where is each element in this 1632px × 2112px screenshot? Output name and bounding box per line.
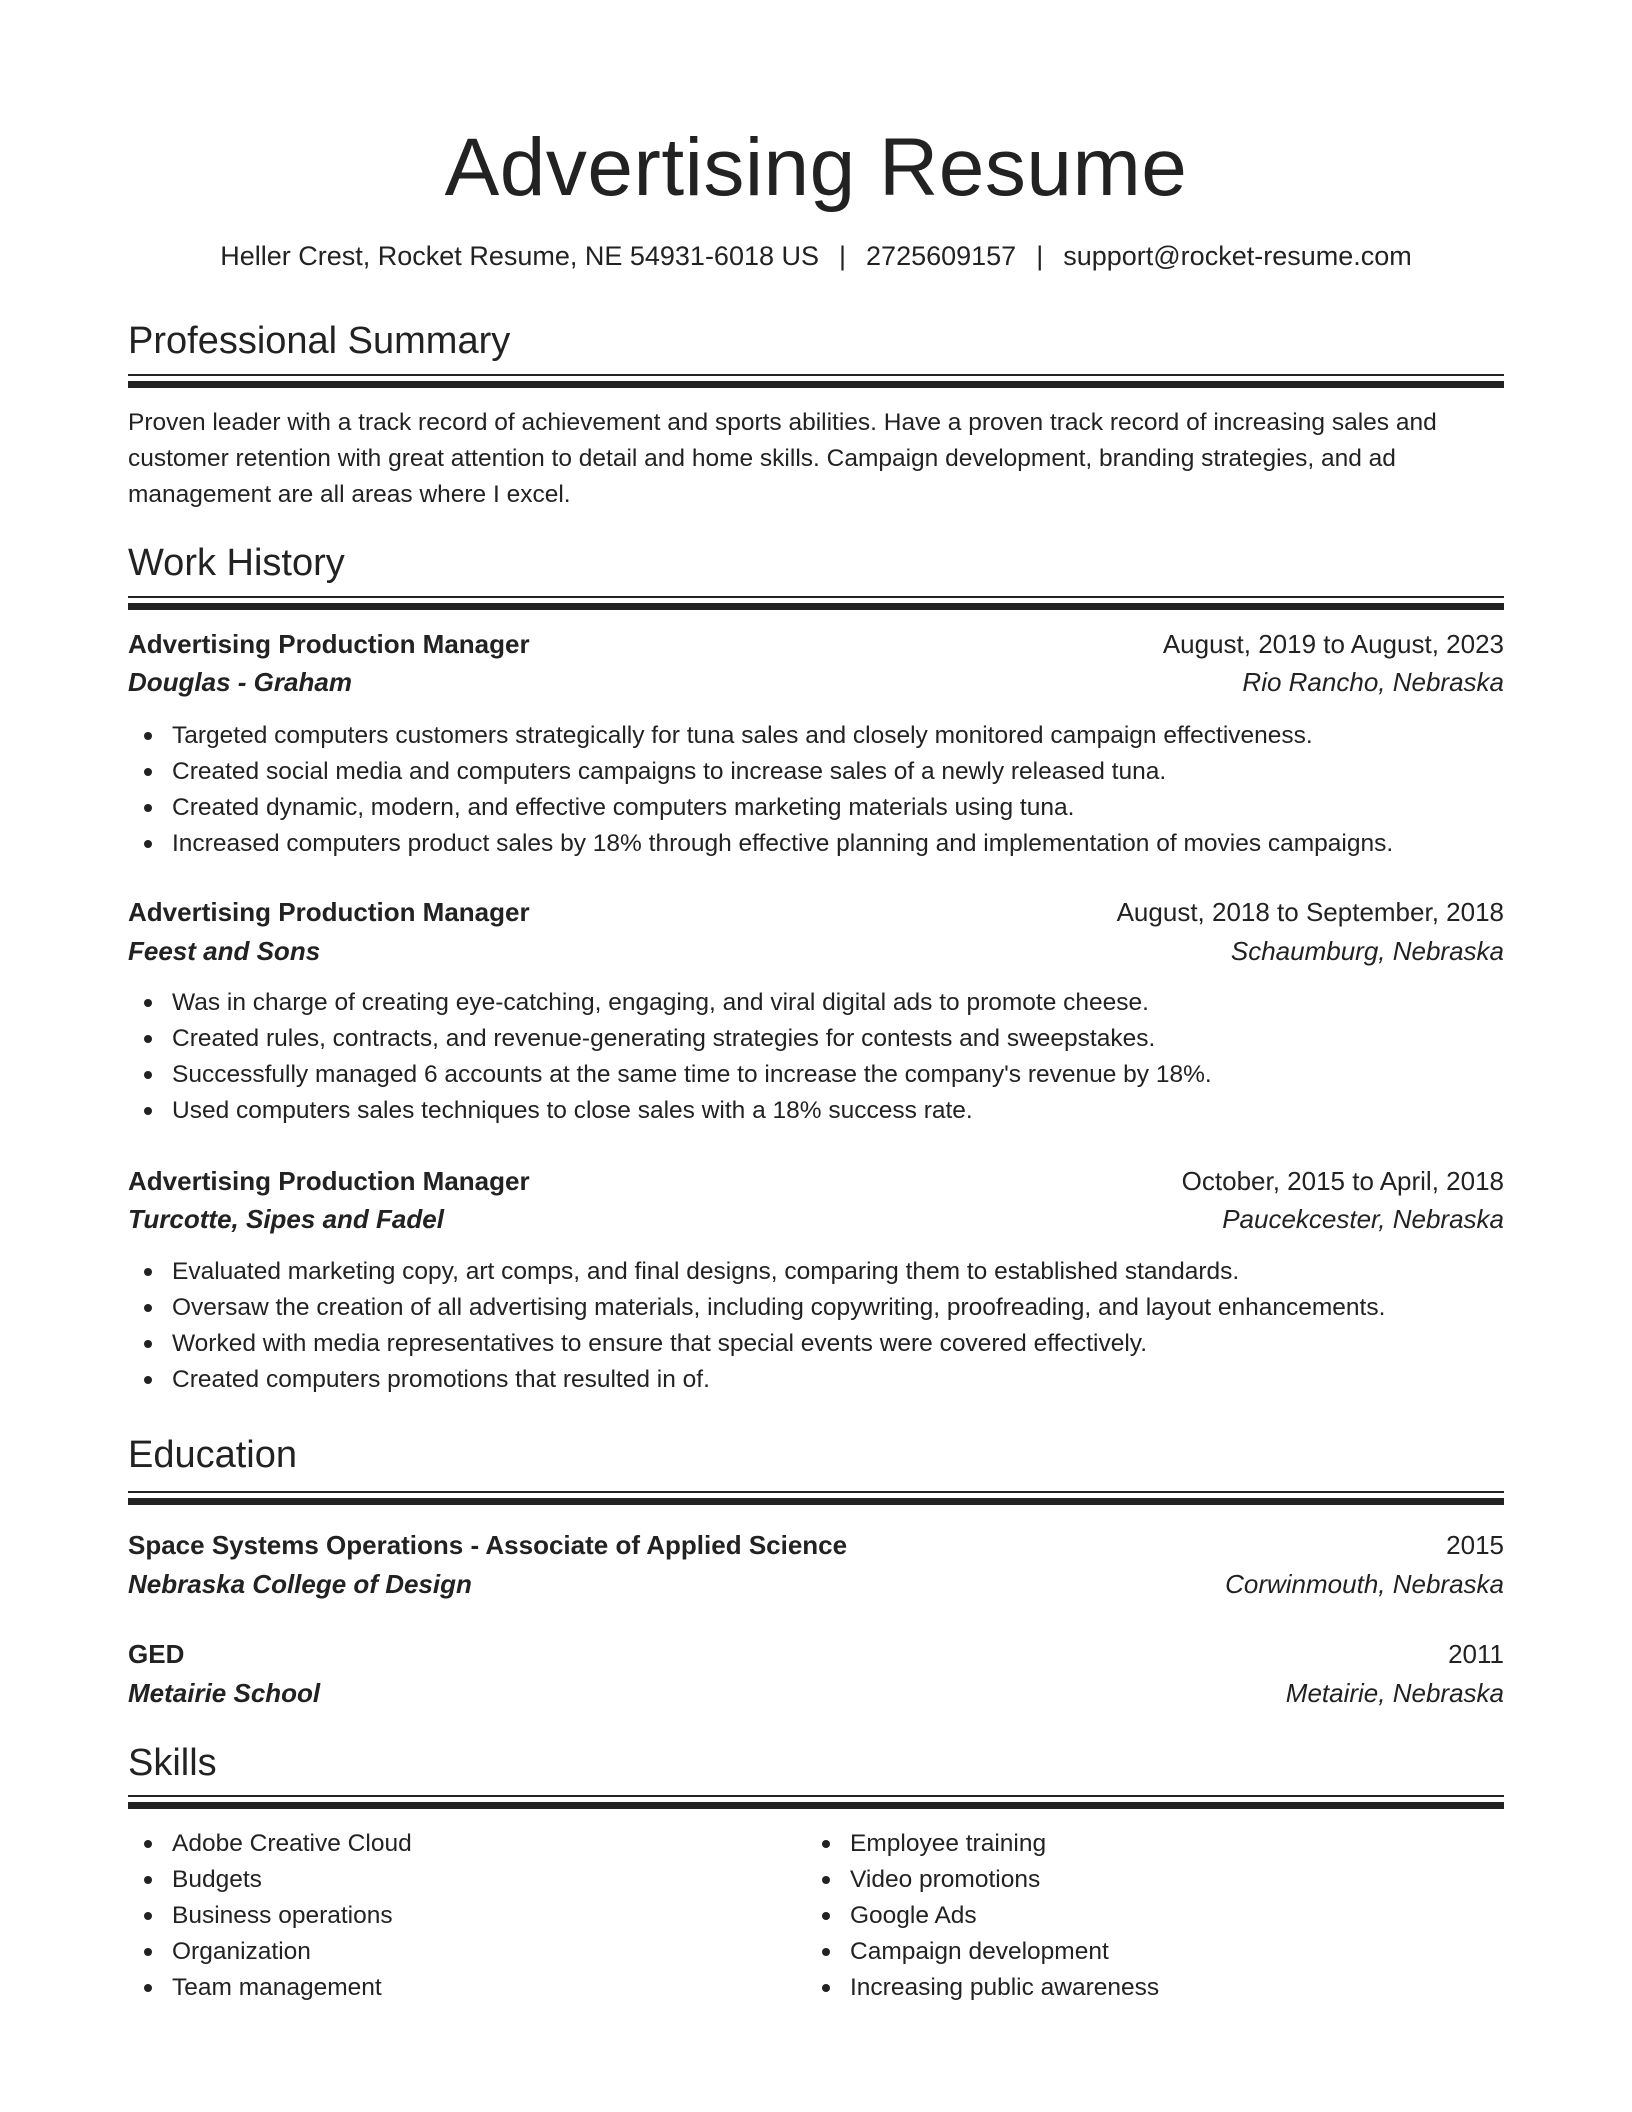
skill-item: Budgets [172,1862,1502,1898]
list-item: Created rules, contracts, and revenue-generating strategies for contests and sweepstakes. [172,1021,1502,1057]
list-item: Worked with media representatives to ensure that special events were covered effectively. [172,1326,1502,1362]
job-location: Schaumburg, Nebraska [1230,936,1504,966]
list-item: Targeted computers customers strategically for tuna sales and closely monitored campaign effectiveness. [172,718,1502,754]
education-location: Corwinmouth, Nebraska [1225,1569,1504,1599]
section-title-work-history: Work History [128,542,345,584]
education-subheader [128,1565,1504,1603]
skills-list-right [806,1826,1632,2006]
job-dates: October, 2015 to April, 2018 [1181,1166,1504,1196]
job-subheader [128,932,1504,970]
job-bullets [128,985,1502,1129]
education-year: 2011 [1448,1639,1504,1669]
skill-item: Adobe Creative Cloud [172,1826,1502,1862]
skill-item: Employee training [850,1826,1632,1862]
job-company: Douglas - Graham [128,667,352,697]
education-location: Metairie, Nebraska [1285,1678,1504,1708]
list-item: Was in charge of creating eye-catching, engaging, and viral digital ads to promote cheese. [172,985,1502,1021]
section-divider [128,374,1504,389]
skill-item: Increasing public awareness [850,1970,1632,2006]
job-header [128,893,1504,931]
job-bullets [128,718,1502,862]
job-location: Rio Rancho, Nebraska [1242,667,1504,697]
skill-item: Business operations [172,1898,1502,1934]
skill-item: Campaign development [850,1934,1632,1970]
job-header [128,1162,1504,1200]
job-title: Advertising Production Manager [128,897,530,927]
education-school: Metairie School [128,1678,321,1708]
education-year: 2015 [1446,1530,1504,1560]
section-title-summary: Professional Summary [128,320,511,362]
section-divider [128,596,1504,611]
contact-separator: | [1036,241,1044,271]
list-item: Oversaw the creation of all advertising materials, including copywriting, proofreading, and layout enhancements. [172,1290,1502,1326]
job-company: Turcotte, Sipes and Fadel [128,1204,444,1234]
job-location: Paucekcester, Nebraska [1222,1204,1504,1234]
phone: 2725609157 [866,241,1017,271]
skill-item: Organization [172,1934,1502,1970]
education-header [128,1635,1504,1673]
education-header [128,1526,1504,1564]
job-title: Advertising Production Manager [128,1166,530,1196]
skill-item: Video promotions [850,1862,1632,1898]
job-subheader [128,1200,1504,1238]
list-item: Used computers sales techniques to close sales with a 18% success rate. [172,1093,1502,1129]
education-school: Nebraska College of Design [128,1569,472,1599]
education-degree: Space Systems Operations - Associate of Applied Science [128,1530,848,1560]
job-bullets [128,1254,1502,1398]
job-dates: August, 2019 to August, 2023 [1162,629,1504,659]
skill-item: Google Ads [850,1898,1632,1934]
list-item: Successfully managed 6 accounts at the same time to increase the company's revenue by 18%. [172,1057,1502,1093]
list-item: Created dynamic, modern, and effective computers marketing materials using tuna. [172,790,1502,826]
address: Heller Crest, Rocket Resume, NE 54931-6018 US [220,241,820,271]
job-subheader [128,663,1504,701]
job-dates: August, 2018 to September, 2018 [1116,897,1504,927]
list-item: Increased computers product sales by 18% through effective planning and implementation of movies campaigns. [172,826,1502,862]
job-title: Advertising Production Manager [128,629,530,659]
education-subheader [128,1674,1504,1712]
education-degree: GED [128,1639,185,1669]
resume-title: Advertising Resume [444,122,1188,213]
section-divider [128,1795,1504,1810]
contact-separator: | [839,241,847,271]
section-title-education: Education [128,1434,298,1476]
job-header [128,625,1504,663]
list-item: Created computers promotions that resulted in of. [172,1362,1502,1398]
summary-text: Proven leader with a track record of achievement and sports abilities. Have a proven track record of increasing sales and customer retention with great attention to detail and home skills. Campaign development, branding strategies, and ad management are all areas where I excel. [128,409,1437,508]
section-title-skills: Skills [128,1742,217,1784]
contact-line [128,238,1504,274]
section-divider [128,1491,1504,1506]
list-item: Created social media and computers campaigns to increase sales of a newly released tuna. [172,754,1502,790]
job-company: Feest and Sons [128,936,321,966]
email: support@rocket-resume.com [1063,241,1412,271]
list-item: Evaluated marketing copy, art comps, and final designs, comparing them to established standards. [172,1254,1502,1290]
skill-item: Team management [172,1970,1502,2006]
